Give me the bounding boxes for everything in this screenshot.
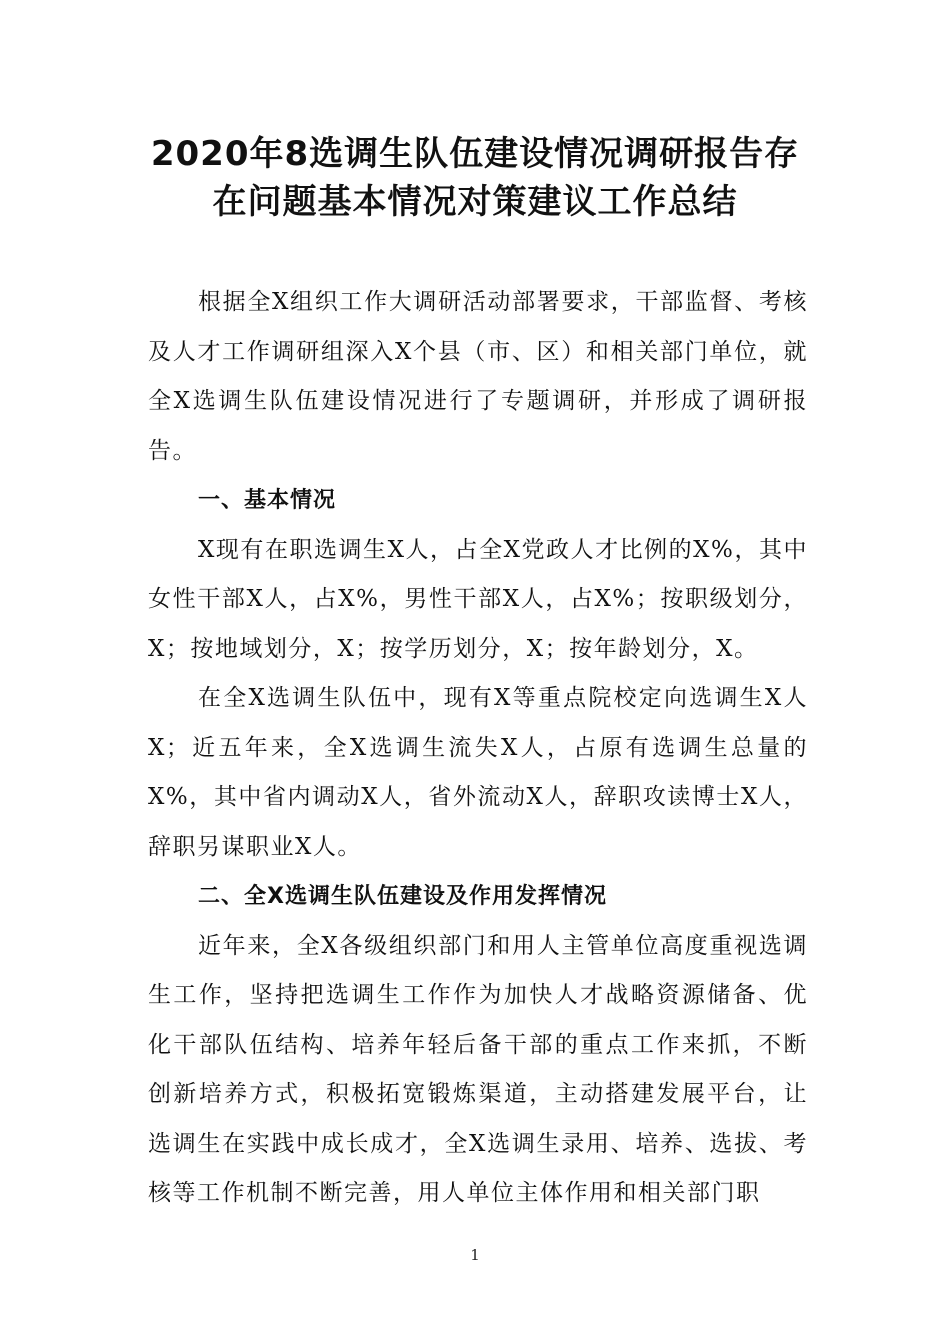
page-number: 1 <box>470 1246 480 1264</box>
document-title-line-2: 在问题基本情况对策建议工作总结 <box>212 182 738 222</box>
basic-paragraph-1: X现有在职选调生X人，占全X党政人才比例的X%，其中女性干部X人，占X%，男性干部X人，占X%；按职级划分，X；按地域划分，X；按学历划分，X；按年龄划分，X。 <box>148 536 808 662</box>
intro-paragraph: 根据全X组织工作大调研活动部署要求，干部监督、考核及人才工作调研组深入X个县（市、区）和相关部门单位，就全X选调生队伍建设情况进行了专题调研，并形成了调研报告。 <box>148 289 808 464</box>
document-title-line-1: 2020年8选调生队伍建设情况调研报告存 <box>150 134 800 174</box>
section-heading-basic: 一、基本情况 <box>198 488 337 513</box>
document-body <box>148 278 808 1219</box>
basic-paragraph-2: 在全X选调生队伍中，现有X等重点院校定向选调生X人X；近五年来，全X选调生流失X人，占原有选调生总量的X%，其中省内调动X人，省外流动X人，辞职攻读博士X人，辞职另谋职业X人。 <box>148 685 808 860</box>
role-paragraph-1: 近年来，全X各级组织部门和用人主管单位高度重视选调生工作，坚持把选调生工作作为加快人才战略资源储备、优化干部队伍结构、培养年轻后备干部的重点工作来抓，不断创新培养方式，积极拓宽锻炼渠道，主动搭建发展平台，让选调生在实践中成长成才，全X选调生录用、培养、选拔、考核等工作机制不断完善，用人单位主体作用和相关部门职 <box>148 932 808 1206</box>
section-heading-role: 二、全X选调生队伍建设及作用发挥情况 <box>198 884 607 909</box>
